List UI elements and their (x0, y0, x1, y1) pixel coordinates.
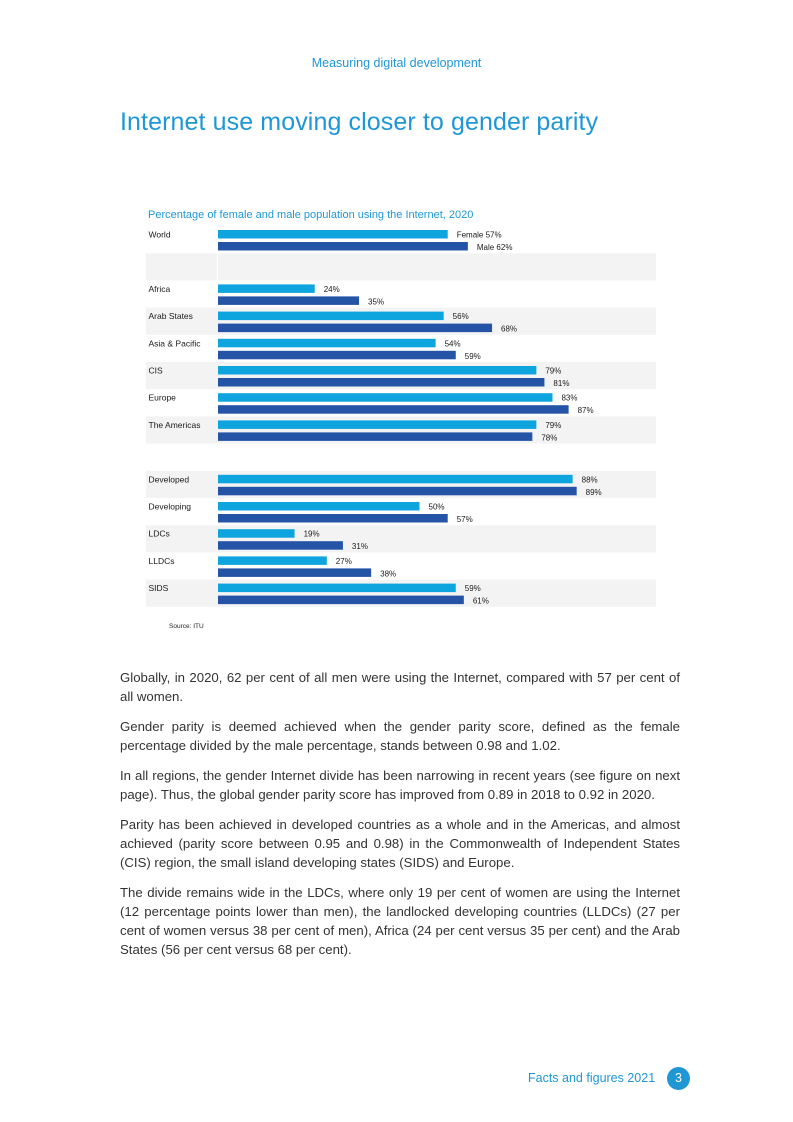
female-value-label: 24% (323, 284, 340, 294)
female-bar (218, 366, 536, 375)
male-value-label: 68% (501, 324, 518, 334)
male-bar (218, 405, 569, 414)
male-value-label: 59% (464, 351, 481, 361)
category-label: LDCs (148, 528, 170, 539)
category-label: Europe (148, 392, 176, 403)
male-bar (218, 514, 448, 523)
female-bar (218, 393, 552, 402)
male-bar (218, 568, 371, 577)
female-bar (218, 339, 436, 348)
female-value-label: 88% (581, 475, 598, 485)
male-bar (218, 541, 343, 550)
male-bar (218, 378, 544, 387)
male-bar (218, 487, 577, 496)
page-title: Internet use moving closer to gender parity (120, 108, 599, 136)
body-text (120, 668, 680, 970)
category-label: SIDS (148, 583, 169, 594)
male-value-label: Male 62% (476, 243, 513, 252)
category-label: Developed (148, 474, 190, 485)
row-band-divider (217, 253, 218, 280)
female-bar (218, 475, 573, 484)
chart-title: Percentage of female and male population using the Internet, 2020 (148, 209, 474, 221)
female-value-label: 56% (452, 312, 469, 322)
chart-source: Source: ITU (169, 623, 204, 630)
male-value-label: 31% (351, 542, 368, 552)
female-bar (218, 420, 536, 429)
male-bar (218, 242, 468, 251)
female-value-label: 50% (428, 502, 445, 512)
male-bar (218, 324, 492, 333)
row-band (146, 253, 656, 280)
body-paragraph: In all regions, the gender Internet divide has been narrowing in recent years (see figure on next page). Thus, the global gender parity score has improved from 0.89 in 2018 to 0.92 in 2020. (120, 768, 680, 802)
male-value-label: 81% (553, 379, 570, 388)
female-bar (218, 529, 295, 538)
category-label: Arab States (148, 311, 193, 322)
male-value-label: 61% (472, 596, 489, 606)
body-paragraph: Parity has been achieved in developed countries as a whole and in the Americas, and almost achieved (parity score between 0.95 and 0.98) in the Commonwealth of Independent States (CIS) region, the small island developing states (SIDS) and Europe. (120, 817, 680, 870)
category-label: The Americas (148, 419, 201, 430)
footer-publication-title: Facts and figures 2021 (528, 1071, 656, 1085)
category-label: Asia & Pacific (148, 338, 201, 349)
male-value-label: 38% (380, 569, 397, 579)
male-value-label: 87% (577, 406, 594, 416)
female-value-label: 79% (545, 366, 562, 376)
male-bar (218, 596, 464, 605)
female-value-label: 54% (444, 339, 461, 349)
male-value-label: 35% (368, 297, 385, 307)
body-paragraph: The divide remains wide in the LDCs, where only 19 per cent of women are using the Internet (12 percentage points lower than men), the landlocked developing countries (LLDCs) (27 per cent of women versus 38 per cent of men), Africa (24 per cent versus 35 per cent) and the Arab States (56 per cent versus 68 per cent). (120, 885, 680, 957)
page-number-badge: 3 (667, 1067, 690, 1090)
category-label: CIS (148, 365, 163, 376)
female-bar (218, 284, 315, 293)
female-value-label: Female 57% (456, 230, 502, 240)
female-value-label: 19% (303, 529, 320, 539)
male-value-label: 78% (541, 433, 558, 443)
category-label: Africa (148, 283, 171, 294)
category-label: World (148, 229, 171, 240)
male-value-label: 57% (456, 515, 473, 524)
category-label: Developing (148, 501, 192, 512)
female-bar (218, 230, 448, 239)
female-value-label: 79% (545, 420, 562, 430)
body-paragraph: Globally, in 2020, 62 per cent of all men were using the Internet, compared with 57 per cent of all women. (120, 670, 680, 704)
female-value-label: 59% (464, 584, 481, 594)
female-bar (218, 584, 456, 593)
male-bar (218, 351, 456, 360)
male-bar (218, 296, 359, 305)
body-paragraph: Gender parity is deemed achieved when the gender parity score, defined as the female percentage divided by the male percentage, stands between 0.98 and 1.02. (120, 719, 680, 753)
internet-use-gender-chart (146, 226, 656, 614)
male-bar (218, 432, 532, 441)
category-label: LLDCs (148, 555, 175, 566)
male-value-label: 89% (585, 487, 602, 497)
female-value-label: 27% (335, 556, 352, 566)
female-value-label: 83% (561, 393, 578, 403)
female-bar (218, 312, 444, 321)
female-bar (218, 502, 420, 511)
running-header: Measuring digital development (311, 56, 482, 70)
female-bar (218, 556, 327, 565)
